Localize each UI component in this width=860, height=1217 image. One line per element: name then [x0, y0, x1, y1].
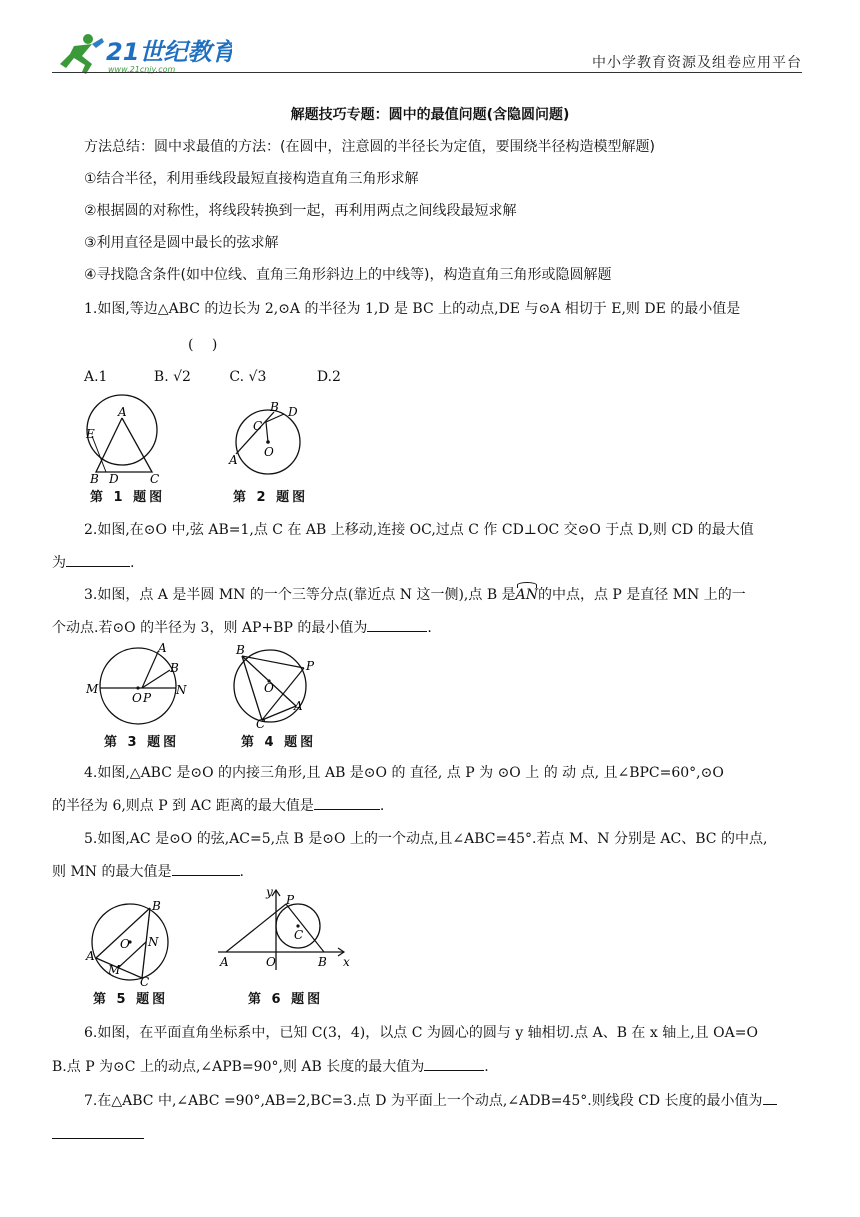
label-b: B: [318, 955, 327, 969]
label-e: E: [86, 427, 95, 441]
question-6-line-1: 6.如图，在平面直角坐标系中，已知 C(3，4)，以点 C 为圆心的圆与 y 轴相切.点 A、B 在 x 轴上,且 OA=O: [84, 1025, 758, 1041]
answer-blank-continued[interactable]: [52, 1138, 144, 1139]
figure-2: [226, 398, 316, 484]
question-3-line-1: [84, 585, 746, 605]
question-2-line-2: [52, 552, 134, 573]
question-4-line-2: [52, 795, 384, 816]
figure-3: [86, 642, 196, 728]
label-n: N: [176, 683, 187, 697]
period: .: [130, 555, 135, 571]
answer-blank[interactable]: [66, 552, 130, 567]
label-o: O: [120, 937, 130, 951]
answer-blank[interactable]: [367, 617, 427, 632]
label-c: C: [253, 419, 263, 433]
label-a: A: [220, 955, 229, 969]
label-b: B: [90, 472, 99, 484]
figure-4: [228, 642, 318, 728]
question-5-text: 则 MN 的最大值是: [52, 864, 172, 880]
logo-text: 21世纪教育: [106, 38, 232, 66]
method-item-1: ①结合半径，利用垂线段最短直接构造直角三角形求解: [84, 171, 419, 187]
platform-name: 中小学教育资源及组卷应用平台: [592, 55, 802, 71]
label-b: B: [170, 661, 179, 675]
label-d: D: [109, 472, 119, 484]
method-summary: 方法总结：圆中求最值的方法：(在圆中，注意圆的半径长为定值，要围绕半径构造模型解题): [84, 139, 655, 155]
label-x: x: [343, 955, 350, 969]
question-5-line-2: [52, 861, 244, 882]
label-o: O: [132, 691, 142, 705]
figure-3-caption: 第 3 题图: [104, 735, 180, 750]
question-3-text-a: 3.如图，点 A 是半圆 MN 的一个三等分点(靠近点 N 这一侧),点 B 是: [84, 587, 516, 603]
option-d: D.2: [316, 369, 341, 385]
question-2-text: 为: [52, 555, 66, 571]
label-a: A: [158, 642, 167, 655]
period: .: [239, 864, 244, 880]
label-c: C: [140, 975, 150, 986]
label-p: P: [286, 893, 295, 907]
figure-1: [80, 394, 180, 484]
period: .: [484, 1059, 489, 1075]
runner-logo-icon: [52, 30, 232, 76]
arc-an: AN: [515, 587, 538, 603]
label-o: O: [266, 955, 276, 969]
method-item-3: ③利用直径是圆中最长的弦求解: [84, 235, 279, 251]
question-1-options: [84, 367, 341, 387]
question-6-line-2: [52, 1056, 489, 1077]
label-m: M: [86, 682, 99, 696]
option-b: B.: [153, 369, 169, 385]
answer-blank[interactable]: [314, 795, 380, 810]
label-a: A: [294, 699, 303, 713]
label-o: O: [264, 445, 274, 459]
label-m: M: [108, 963, 121, 977]
question-3-line-2: [52, 617, 432, 638]
figure-5-caption: 第 5 题图: [93, 992, 169, 1007]
label-a: A: [118, 405, 127, 419]
label-b: B: [236, 643, 245, 657]
question-3-text-b: 的中点，点 P 是直径 MN 上的一: [537, 587, 746, 603]
figure-2-caption: 第 2 题图: [233, 490, 309, 505]
question-1-text: 1.如图,等边△ABC 的边长为 2,⊙A 的半径为 1,D 是 BC 上的动点,DE 与⊙A 相切于 E,则 DE 的最小值是: [84, 301, 741, 317]
method-item-4: ④寻找隐含条件(如中位线、直角三角形斜边上的中线等)，构造直角三角形或隐圆解题: [84, 267, 612, 283]
label-a: A: [229, 453, 238, 467]
label-n: N: [148, 935, 159, 949]
question-7-text: 7.在△ABC 中,∠ABC =90°,AB=2,BC=3.点 D 为平面上一个动点,∠ADB=45°.则线段 CD 长度的最小值为: [84, 1093, 763, 1109]
logo-url: www.21cnjy.com: [108, 65, 176, 74]
period: .: [427, 620, 432, 636]
label-c: C: [294, 928, 304, 942]
method-item-2: ②根据圆的对称性，将线段转换到一起，再利用两点之间线段最短求解: [84, 203, 517, 219]
label-b: B: [152, 899, 161, 913]
label-b: B: [270, 400, 279, 414]
label-c: C: [150, 472, 160, 484]
question-7-line-1: [84, 1090, 777, 1111]
figure-6: [214, 884, 354, 974]
question-1-paren: ( ): [188, 337, 218, 353]
label-a: A: [86, 949, 95, 963]
label-d: D: [288, 405, 298, 419]
question-2-line-1: 2.如图,在⊙O 中,弦 AB=1,点 C 在 AB 上移动,连接 OC,过点 C 作 CD⊥OC 交⊙O 于点 D,则 CD 的最大值: [84, 522, 754, 538]
page-title: 解题技巧专题：圆中的最值问题(含隐圆问题): [290, 107, 570, 123]
question-4-line-1: 4.如图,△ABC 是⊙O 的内接三角形,且 AB 是⊙O 的 直径, 点 P 为 ⊙O 上 的 动 点, 且∠BPC=60°,⊙O: [84, 765, 724, 781]
answer-blank[interactable]: [172, 861, 240, 876]
question-4-text: 的半径为 6,则点 P 到 AC 距离的最大值是: [52, 798, 314, 814]
option-c-value: [249, 367, 267, 387]
figure-6-caption: 第 6 题图: [248, 992, 324, 1007]
figure-1-caption: 第 1 题图: [90, 490, 166, 505]
brand-logo: [52, 30, 232, 76]
option-b-value: [173, 367, 191, 387]
question-3-text: 个动点.若⊙O 的半径为 3，则 AP+BP 的最小值为: [52, 620, 368, 636]
answer-blank-start[interactable]: [763, 1090, 777, 1105]
label-c: C: [256, 717, 266, 728]
label-o: O: [264, 681, 274, 695]
period: .: [379, 798, 385, 814]
header-divider: [52, 72, 802, 73]
option-a: A.1: [84, 369, 108, 385]
figure-4-caption: 第 4 题图: [241, 735, 317, 750]
question-5-line-1: 5.如图,AC 是⊙O 的弦,AC=5,点 B 是⊙O 上的一个动点,且∠ABC=45°.若点 M、N 分别是 AC、BC 的中点,: [84, 831, 768, 847]
sqrt-3: √3: [248, 369, 267, 385]
label-p: P: [306, 659, 315, 673]
label-y: y: [266, 885, 273, 899]
option-c: C.: [229, 369, 245, 385]
answer-blank[interactable]: [424, 1056, 484, 1071]
sqrt-2: √2: [173, 369, 191, 385]
figure-5: [84, 896, 174, 986]
question-6-text: B.点 P 为⊙C 上的动点,∠APB=90°,则 AB 长度的最大值为: [52, 1059, 425, 1075]
label-p: P: [143, 691, 152, 705]
